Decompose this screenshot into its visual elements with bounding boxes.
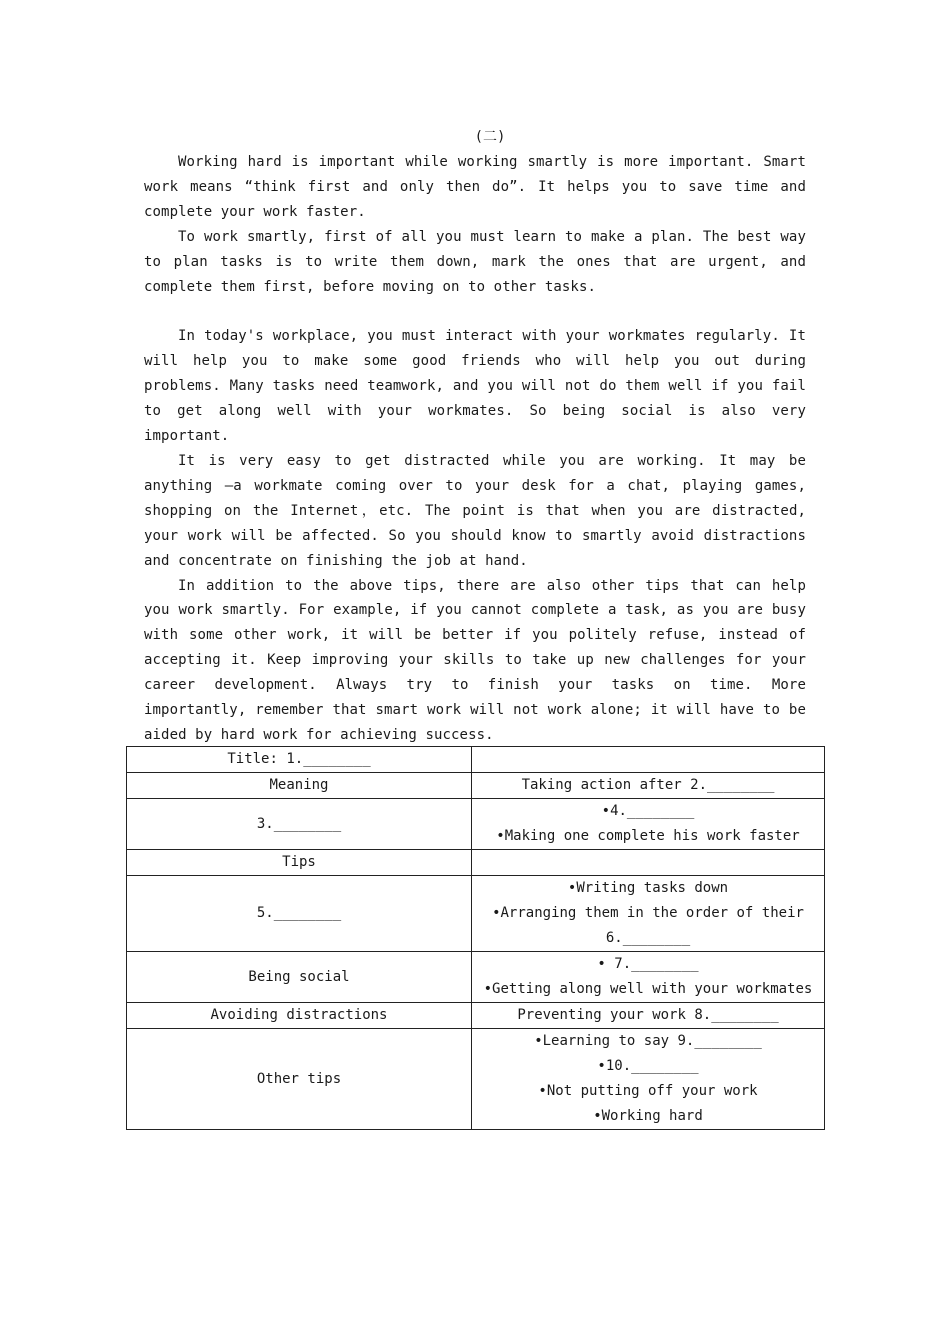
cell-line: Preventing your work 8.________ xyxy=(517,1007,779,1023)
article-body xyxy=(144,150,806,748)
cell-line: •Writing tasks down xyxy=(567,880,729,896)
cell-line xyxy=(476,850,820,875)
cell-line: •Arranging them in the order of their xyxy=(492,905,804,921)
table-row xyxy=(127,1003,825,1029)
cell-line: •Making one complete his work faster xyxy=(496,828,800,844)
paragraph: In addition to the above tips, there are also other tips that can help you work smartly. For example, if you cannot complete a task, as you are busy with some other work, it will be better if you politely refuse, instead of accepting it. Keep improving your skills to take up new challenges for your career development. Always try to finish your tasks on time. More importantly, remember that smart work will not work alone; it will have to be aided by hard work for achieving success. xyxy=(144,577,806,743)
cell-line: •Not putting off your work xyxy=(538,1083,758,1099)
table-row xyxy=(127,850,825,876)
cell-line: •Learning to say 9.________ xyxy=(534,1033,762,1049)
cell-line: Taking action after 2.________ xyxy=(521,777,775,793)
table-cell-right xyxy=(472,799,825,850)
table-cell-left: Title: 1.________ xyxy=(127,747,472,773)
paragraph: Working hard is important while working smartly is more important. Smart work means “think first and only then do”. It helps you to save time and complete your work faster. xyxy=(144,154,806,220)
cell-line: •10.________ xyxy=(597,1058,699,1074)
table-row xyxy=(127,876,825,952)
table-cell-right xyxy=(472,1029,825,1130)
table-cell-right xyxy=(472,773,825,799)
table-cell-left: 5.________ xyxy=(127,876,472,952)
section-heading: (二) xyxy=(474,129,506,145)
table-cell-left: Other tips xyxy=(127,1029,472,1130)
table-cell-right xyxy=(472,1003,825,1029)
paragraph: It is very easy to get distracted while you are working. It may be anything —a workmate coming over to your desk for a chat, playing games, shopping on the Internet，etc. The point is that when you are distracted, your work will be affected. So you should know to smartly avoid distractions and concentrate on finishing the job at hand. xyxy=(144,452,806,569)
table-cell-right xyxy=(472,952,825,1003)
paragraph: To work smartly, first of all you must learn to make a plan. The best way to plan tasks is to write them down, mark the ones that are urgent, and complete them first, before moving on to other tasks. xyxy=(144,228,806,295)
cell-line: •Getting along well with your workmates xyxy=(483,981,813,997)
table-cell-left: Tips xyxy=(127,850,472,876)
table-cell-left: Meaning xyxy=(127,773,472,799)
table-row xyxy=(127,1029,825,1130)
table-cell-right xyxy=(472,747,825,773)
cell-line: 6.________ xyxy=(605,930,691,946)
table-cell-left: 3.________ xyxy=(127,799,472,850)
table-cell-left: Being social xyxy=(127,952,472,1003)
table-cell-left: Avoiding distractions xyxy=(127,1003,472,1029)
table-row xyxy=(127,799,825,850)
cell-line: • 7.________ xyxy=(597,956,699,972)
table-row xyxy=(127,747,825,773)
cell-line xyxy=(476,747,820,772)
cell-line: •Working hard xyxy=(593,1108,703,1124)
cell-line: •4.________ xyxy=(601,803,695,819)
table-cell-right xyxy=(472,876,825,952)
paragraph: In today's workplace, you must interact with your workmates regularly. It will help you to make some good friends who will help you out during problems. Many tasks need teamwork, and you will not do them well if you fail to get along well with your workmates. So being social is also very important. xyxy=(144,328,806,445)
table-row xyxy=(127,952,825,1003)
table-row xyxy=(127,773,825,799)
table-cell-right xyxy=(472,850,825,876)
summary-table xyxy=(126,746,825,1130)
